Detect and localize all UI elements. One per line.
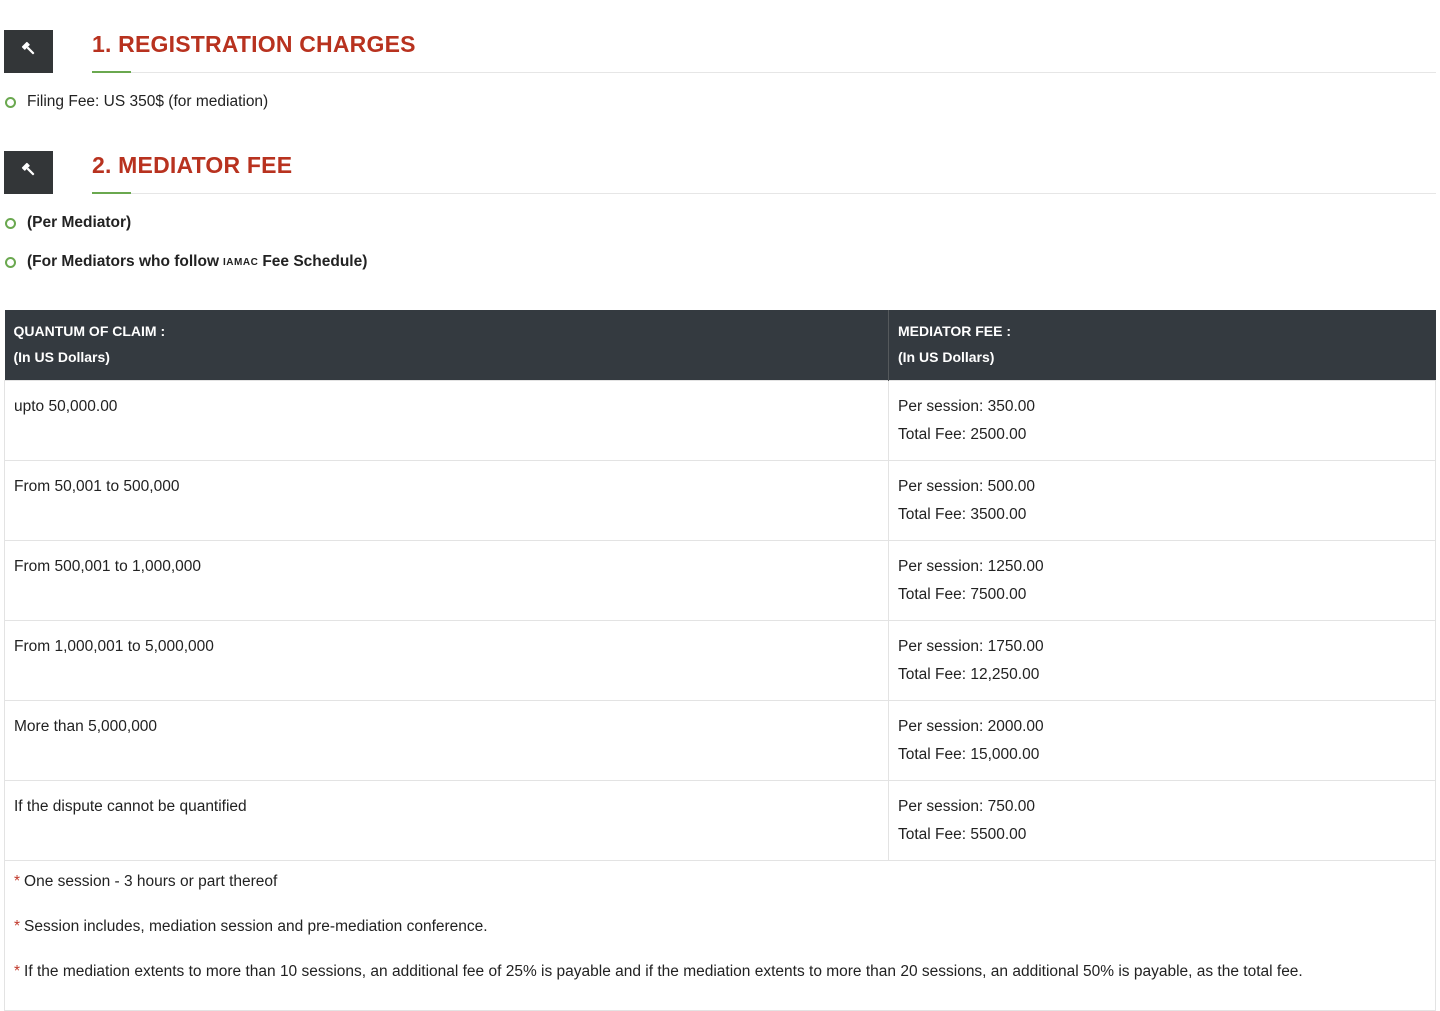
section-title: 2. MEDIATOR FEE xyxy=(92,152,293,178)
claim-cell: If the dispute cannot be quantified xyxy=(5,781,889,861)
footnote-text: Session includes, mediation session and pre-mediation conference. xyxy=(24,918,488,935)
header-line: QUANTUM OF CLAIM : xyxy=(13,323,166,339)
circle-bullet-icon xyxy=(5,97,16,108)
fee-cell xyxy=(889,541,1436,621)
table-row xyxy=(5,701,1436,781)
asterisk-marker: * xyxy=(14,873,21,890)
per-mediator-text: (Per Mediator) xyxy=(27,214,132,231)
table-row xyxy=(5,541,1436,621)
notes-cell xyxy=(5,861,1436,1011)
brand-name: IAMAC xyxy=(223,257,259,268)
section-title: 1. REGISTRATION CHARGES xyxy=(92,31,416,57)
claim-cell: From 1,000,001 to 5,000,000 xyxy=(5,621,889,701)
total-fee: Total Fee: 5500.00 xyxy=(898,826,1027,843)
table-row xyxy=(5,461,1436,541)
total-fee: Total Fee: 12,250.00 xyxy=(898,666,1040,683)
table-row xyxy=(5,621,1436,701)
gavel-icon xyxy=(20,161,38,184)
claim-cell: More than 5,000,000 xyxy=(5,701,889,781)
notes-row xyxy=(5,861,1436,1011)
table-row xyxy=(5,381,1436,461)
claim-cell: From 50,001 to 500,000 xyxy=(5,461,889,541)
column-header-mediator-fee xyxy=(889,310,1436,381)
circle-bullet-icon xyxy=(5,218,16,229)
section-icon-box xyxy=(4,30,53,73)
mediator-fee-table xyxy=(4,310,1436,1011)
total-fee: Total Fee: 15,000.00 xyxy=(898,746,1040,763)
claim-cell: upto 50,000.00 xyxy=(5,381,889,461)
column-header-quantum xyxy=(5,310,889,381)
per-session-fee: Per session: 500.00 xyxy=(898,478,1036,495)
divider xyxy=(92,72,1436,73)
filing-fee-text: Filing Fee: US 350$ (for mediation) xyxy=(27,93,269,110)
footnote xyxy=(14,961,1426,983)
list-item xyxy=(5,92,268,112)
footnote-text: One session - 3 hours or part thereof xyxy=(24,873,278,890)
title-accent-underline xyxy=(92,71,131,73)
header-line: MEDIATOR FEE : xyxy=(898,323,1012,339)
footnote xyxy=(14,916,1426,938)
section-registration-charges xyxy=(4,30,1436,100)
fee-cell xyxy=(889,781,1436,861)
footnote xyxy=(14,871,1426,893)
divider xyxy=(92,193,1436,194)
per-session-fee: Per session: 1250.00 xyxy=(898,558,1044,575)
per-session-fee: Per session: 1750.00 xyxy=(898,638,1044,655)
fee-schedule-text-post: Fee Schedule) xyxy=(262,253,368,270)
total-fee: Total Fee: 2500.00 xyxy=(898,426,1027,443)
list-item xyxy=(5,213,131,233)
fee-cell xyxy=(889,461,1436,541)
per-session-fee: Per session: 350.00 xyxy=(898,398,1036,415)
total-fee: Total Fee: 7500.00 xyxy=(898,586,1027,603)
total-fee: Total Fee: 3500.00 xyxy=(898,506,1027,523)
fee-cell xyxy=(889,621,1436,701)
header-line: (In US Dollars) xyxy=(898,349,995,365)
per-session-fee: Per session: 750.00 xyxy=(898,798,1036,815)
circle-bullet-icon xyxy=(5,257,16,268)
fee-schedule-text-pre: (For Mediators who follow xyxy=(27,253,220,270)
section-icon-box xyxy=(4,151,53,194)
header-line: (In US Dollars) xyxy=(13,349,110,365)
footnote-text: If the mediation extents to more than 10 sessions, an additional fee of 25% is payable and if the mediation extents to more than 20 sessions, an additional 50% is payable, as the total fee. xyxy=(24,963,1303,980)
table-header-row xyxy=(5,310,1436,381)
per-session-fee: Per session: 2000.00 xyxy=(898,718,1044,735)
asterisk-marker: * xyxy=(14,918,21,935)
fee-cell xyxy=(889,381,1436,461)
title-accent-underline xyxy=(92,192,131,194)
table-row xyxy=(5,781,1436,861)
gavel-icon xyxy=(20,40,38,63)
claim-cell: From 500,001 to 1,000,000 xyxy=(5,541,889,621)
list-item xyxy=(5,252,367,272)
section-mediator-fee xyxy=(4,151,1436,221)
asterisk-marker: * xyxy=(14,963,21,980)
fee-cell xyxy=(889,701,1436,781)
